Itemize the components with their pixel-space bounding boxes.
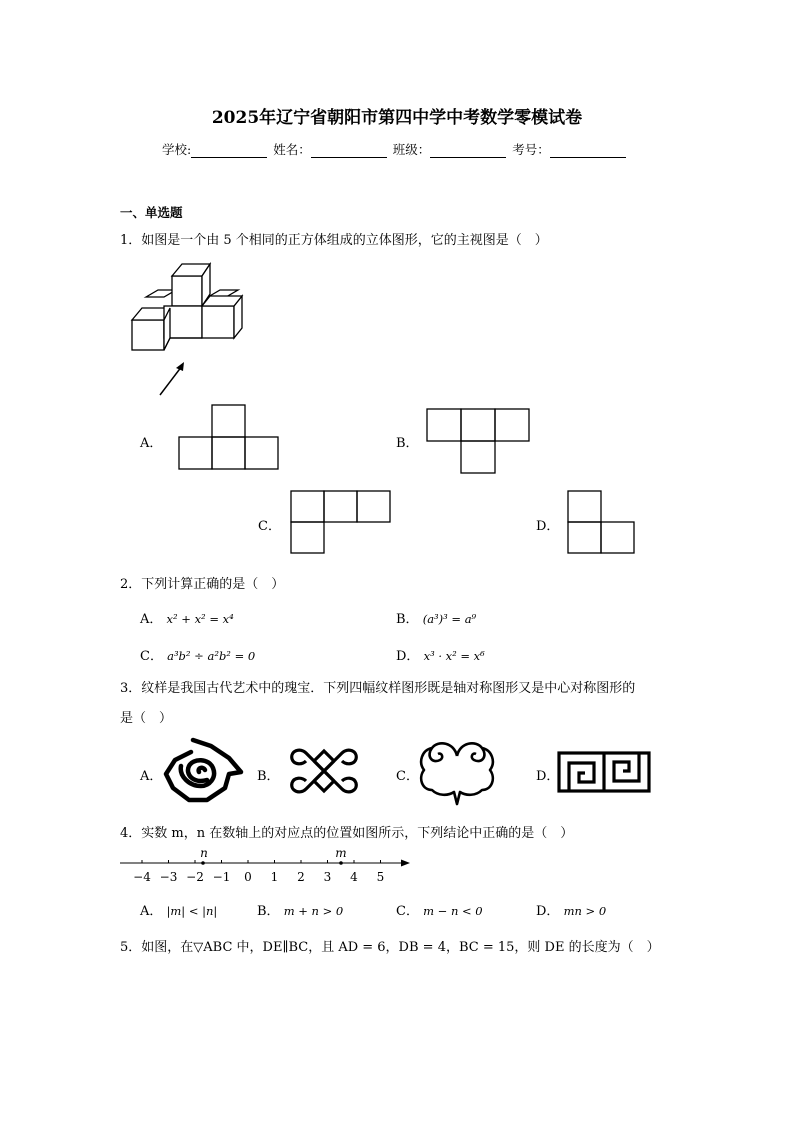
number-line-tick-label: −2 <box>186 870 204 884</box>
name-label: 姓名： <box>273 142 311 157</box>
q3-option-b-knot-pattern <box>284 741 364 801</box>
point-m-label: m <box>335 846 347 860</box>
number-line-tick-label: −3 <box>159 870 178 884</box>
q2-a-label: A． <box>140 612 163 627</box>
q1-option-b-figure <box>426 408 530 474</box>
q3-option-a-cloud-pattern <box>163 736 245 806</box>
q4-a-expr: |m| < |n| <box>166 904 218 918</box>
q2-stem: 2．下列计算正确的是（ ） <box>120 577 285 592</box>
q4-d-label: D． <box>536 904 560 919</box>
q1-option-c-label: C． <box>258 519 281 534</box>
q1-option-d-label: D． <box>536 519 560 534</box>
student-info-line <box>162 140 628 158</box>
q4-a-label: A． <box>140 904 163 919</box>
school-blank <box>191 143 267 158</box>
q3-option-d-fret-pattern <box>557 751 651 793</box>
q1-stem: 1．如图是一个由 5 个相同的正方体组成的立体图形，它的主视图是（ ） <box>120 233 548 248</box>
number-line-tick-label: 4 <box>350 870 358 884</box>
q4-b-expr: m + n > 0 <box>283 904 344 918</box>
number-line-tick-label: 1 <box>270 870 279 884</box>
q4-c-expr: m − n < 0 <box>423 904 483 918</box>
q4-b-label: B． <box>257 904 280 919</box>
school-label: 学校: <box>162 142 192 157</box>
number-line-tick-label: 2 <box>297 870 305 884</box>
q4-d-expr: mn > 0 <box>563 904 607 918</box>
section-heading: 一、单选题 <box>120 205 183 220</box>
q2-c-label: C． <box>140 649 163 664</box>
page-title: 2025年辽宁省朝阳市第四中学中考数学零模试卷 <box>211 108 583 128</box>
q4-stem: 4．实数 m，n 在数轴上的对应点的位置如图所示，下列结论中正确的是（ ） <box>120 826 574 841</box>
q2-option-a <box>140 608 234 627</box>
q5-stem: 5．如图，在▽ABC 中，DE∥BC，且 AD = 6，DB = 4，BC = 15，则 DE 的长度为（ ） <box>120 940 660 955</box>
number-line-tick-label: 0 <box>244 870 252 884</box>
number-line-tick-label: −1 <box>212 870 231 884</box>
point-m <box>339 861 343 865</box>
q3-option-c-ruyi-pattern <box>418 738 496 806</box>
q3-option-d-label: D． <box>536 769 560 784</box>
q2-b-label: B． <box>396 612 419 627</box>
q4-option-c <box>396 900 483 919</box>
q2-a-expr: x² + x² = x⁴ <box>166 612 234 626</box>
name-blank <box>311 143 387 158</box>
q1-option-a-figure <box>178 404 281 470</box>
class-blank <box>430 143 506 158</box>
q4-c-label: C． <box>396 904 419 919</box>
number-line-tick-label: 3 <box>323 870 332 884</box>
exam-no-blank <box>550 143 626 158</box>
point-n-label: n <box>200 846 208 860</box>
number-line-tick-label: −4 <box>133 870 151 884</box>
q1-option-c-figure <box>290 490 392 554</box>
q4-option-a <box>140 900 217 919</box>
q2-option-c <box>140 645 255 664</box>
q3-option-a-label: A． <box>140 769 163 784</box>
exam-no-label: 考号： <box>512 142 550 157</box>
q2-c-expr: a³b² ÷ a²b² = 0 <box>167 649 256 663</box>
q2-option-d <box>396 645 485 664</box>
q2-b-expr: (a³)³ = a⁹ <box>422 612 477 626</box>
q4-option-d <box>536 900 606 919</box>
q3-option-b-label: B． <box>257 769 280 784</box>
q1-option-d-figure <box>567 490 637 554</box>
q3-stem-line1: 3．纹样是我国古代艺术中的瑰宝．下列四幅纹样图形既是轴对称图形又是中心对称图形的 <box>120 681 636 696</box>
q1-option-a-label: A． <box>140 436 163 451</box>
q1-cube-figure <box>128 262 243 402</box>
q3-stem-line2: 是（ ） <box>120 711 173 726</box>
q2-option-b <box>396 608 476 627</box>
q4-option-b <box>257 900 343 919</box>
q2-d-expr: x³ · x² = x⁶ <box>423 649 485 663</box>
q2-d-label: D． <box>396 649 420 664</box>
q4-number-line <box>118 845 414 885</box>
point-n <box>201 861 205 865</box>
q1-option-b-label: B． <box>396 436 419 451</box>
view-arrow <box>160 366 182 395</box>
class-label: 班级： <box>392 142 431 157</box>
q3-option-c-label: C． <box>396 769 419 784</box>
number-line-tick-label: 5 <box>376 870 385 884</box>
